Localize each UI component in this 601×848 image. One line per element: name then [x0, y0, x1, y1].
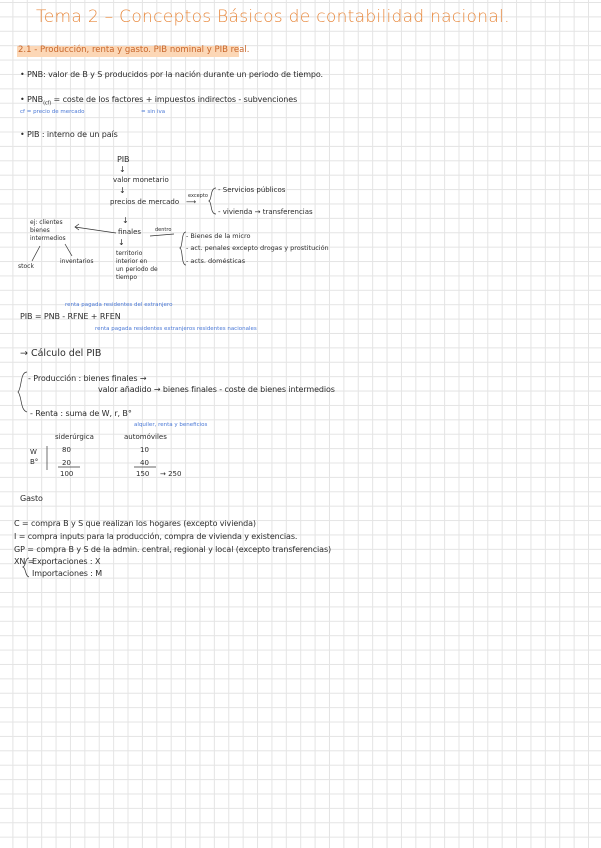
diagram-territorio-1: territorio	[116, 250, 143, 257]
diagram-territorio-2: interior en	[116, 258, 148, 265]
table-c1-r2: 20	[62, 459, 71, 467]
diagram-arrow-2: ↓	[119, 186, 126, 195]
gasto-title: Gasto	[20, 494, 43, 503]
gasto-xn-label: XN =	[14, 557, 35, 566]
arrow-to-ej	[75, 227, 116, 233]
diagram-ej-2: bienes	[30, 227, 50, 234]
table-col-automoviles: automóviles	[124, 433, 167, 441]
diagram-territorio-3: un periodo de	[116, 266, 158, 273]
gasto-exportaciones: Exportaciones : X	[32, 557, 101, 566]
pib-definition: • PIB : interno de un país	[20, 130, 118, 139]
diagram-territorio-4: tiempo	[116, 274, 138, 281]
table-c2-total: 150	[136, 470, 150, 478]
diagram-excepto: excepto	[188, 193, 208, 199]
gasto-importaciones: Importaciones : M	[32, 569, 103, 578]
diagram-vivienda: - vivienda → transferencias	[218, 208, 313, 216]
diagram-dentro: dentro	[155, 227, 172, 233]
diagram-underline	[150, 234, 174, 236]
section-title: 2.1 - Producción, renta y gasto. PIB nominal y PIB real.	[18, 45, 250, 55]
pnb-note-iva: = sin iva	[141, 109, 166, 115]
table-col-siderurgica: siderúrgica	[55, 433, 94, 441]
diagram-arrow-right: ⟶	[186, 198, 197, 206]
table-result: → 250	[160, 470, 182, 478]
pnb-cf-prefix: • PNB	[20, 95, 44, 104]
pib-formula: PIB = PNB - RFNE + RFEN	[20, 312, 121, 321]
pnb-cf-sub: (cf)	[43, 100, 52, 107]
diagram-arrow-3: ↓	[122, 216, 129, 225]
diagram-act-ilegales: - act. penales excepto drogas y prostitución	[186, 244, 329, 252]
pnb-cf-rest: = coste de los factores + impuestos indirectos - subvenciones	[51, 95, 298, 104]
calculo-renta: - Renta : suma de W, r, B°	[30, 409, 132, 418]
brace-calculo	[18, 372, 27, 412]
table-c1-r1: 80	[62, 446, 71, 454]
table-c2-r2: 40	[140, 459, 149, 467]
line-to-stock	[32, 246, 40, 261]
diagram-finales: finales	[118, 228, 142, 236]
calculo-renta-note: alquiler, renta y beneficios	[134, 422, 208, 428]
calculo-produccion-1: - Producción : bienes finales →	[28, 374, 147, 383]
gasto-c: C = compra B y S que realizan los hogares (excepto vivienda)	[14, 519, 256, 528]
table-c2-r1: 10	[140, 446, 149, 454]
formula-note-bottom: renta pagada residentes extranjeros residentes nacionales	[95, 326, 257, 332]
diagram-bienes-dentro: - Bienes de la micro	[186, 232, 251, 240]
table-row-w: W	[30, 448, 37, 456]
gasto-gp: GP = compra B y S de la admin. central, regional y local (excepto transferencias)	[14, 545, 332, 554]
diagram-inventarios: inventarios	[60, 258, 94, 265]
calculo-title: → Cálculo del PIB	[20, 348, 102, 359]
diagram-act-domesticas: - acts. domésticas	[186, 257, 246, 265]
page-title: Tema 2 – Conceptos Básicos de contabilidad nacional.	[36, 7, 510, 27]
diagram-valor: valor monetario	[113, 176, 169, 184]
line-to-inventarios	[65, 244, 72, 256]
diagram-ej-3: intermedios	[30, 235, 66, 242]
diagram-arrow-4: ↓	[118, 238, 125, 247]
diagram-pib: PIB	[117, 155, 130, 164]
diagram-stock: stock	[18, 263, 34, 270]
diagram-servicios: - Servicios públicos	[218, 186, 286, 194]
pnb-definition: • PNB: valor de B y S producidos por la nación durante un periodo de tiempo.	[20, 70, 323, 79]
diagram-arrow-1: ↓	[119, 165, 126, 174]
pnb-note-pm: cf = precio de mercado	[20, 109, 85, 115]
table-row-b: B°	[30, 458, 39, 466]
gasto-i: I = compra inputs para la producción, compra de vivienda y existencias.	[14, 532, 298, 541]
brace-excepto	[209, 188, 216, 214]
formula-note-top: renta pagada residentes del extranjero	[65, 302, 173, 308]
diagram-ej-1: ej: clientes	[30, 219, 63, 226]
diagram-precios: precios de mercado	[110, 198, 180, 206]
table-c1-total: 100	[60, 470, 74, 478]
calculo-produccion-2: valor añadido → bienes finales - coste de bienes intermedios	[98, 385, 335, 394]
